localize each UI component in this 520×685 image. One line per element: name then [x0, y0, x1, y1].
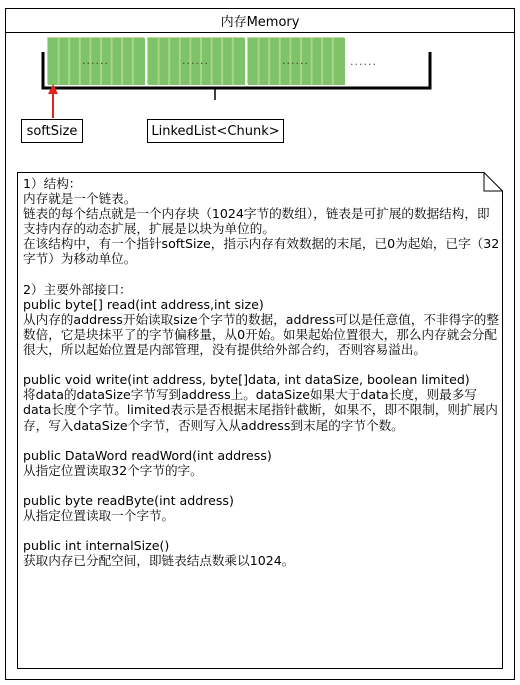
linked-list-bracket [40, 50, 460, 100]
softsize-arrow [40, 80, 70, 120]
softsize-label [21, 119, 83, 143]
linked-list-label-text: LinkedList<Chunk> [151, 123, 280, 139]
description-text: 1）结构： 内存就是一个链表。 链表的每个结点就是一个内存块（1024字节的数组），链表是可扩展的数据结构，即支持内存的动态扩展，扩展是以块为单位的。 在该结构中，有一个指针softSize，指示内存有效数据的末尾，已0为起始，已字（32字节）为移动单位。 2）主要外部接口： public byte[] read(int address,int size) 从内存的address开始读取size个字节的数据，address可以是任意值，不非得字的整数倍，它是块抹平了的字节偏移量，从0开始。如果起始位置很大，那么内存就会分配很大，所以起始位置是内部管理，没有提供给外部合约，否则容易溢出。 public void write(int address, byte[]data, int dataSize, boolean limited) 将data的dataSize字节写到address上。dataSize如果大于data长度，则最多写data长度个字节。limited表示是否根据末尾指针截断，如果不，即不限制，则扩展内存，写入dataSize个字节，否则写入从address到末尾的字节个数。 public DataWord readWord(int address) 从指定位置读取32个字节的字。 public byte readByte(int address) 从指定位置读取一个字节。 public int internalSize() 获取内存已分配空间，即链表结点数乘以1024。 [23, 176, 500, 569]
softsize-label-text: softSize [26, 123, 78, 139]
linked-list-label [147, 119, 284, 143]
chunk-dots: ...... [182, 54, 209, 67]
chunk-dots: ...... [282, 54, 309, 67]
container-title [6, 9, 514, 33]
trailing-dots: ...... [350, 55, 377, 68]
chunk-dots: ...... [82, 54, 109, 67]
container-title-text: 内存Memory [220, 15, 300, 30]
